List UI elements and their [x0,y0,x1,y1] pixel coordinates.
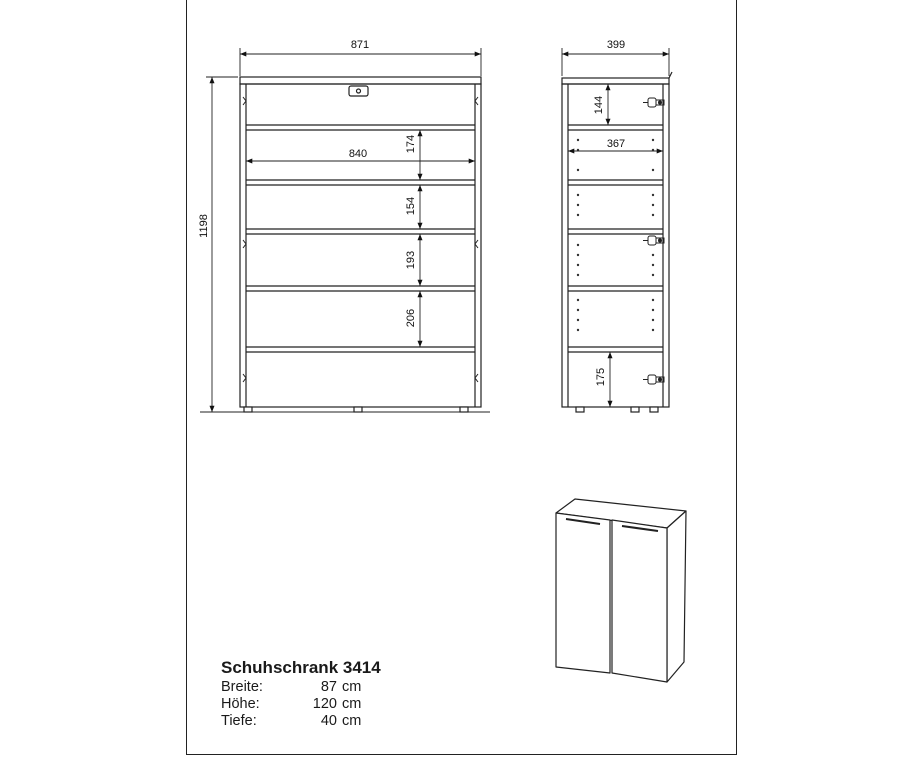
compartment-label-4: 206 [405,308,417,328]
front-dimensions [200,48,490,412]
front-hinge-marks [243,97,478,382]
compartment-label-1: 174 [405,134,417,154]
compartment-label-2: 154 [405,196,417,216]
product-info [221,657,481,730]
front-body-outline [240,84,481,407]
front-view [240,77,481,412]
spec-row-height [221,696,481,713]
spec-row-width [221,679,481,696]
cabinet-left-door [556,513,610,673]
spec-unit: cm [342,679,362,695]
spec-unit: cm [342,713,362,729]
hinge-bottom-distance-label: 175 [595,367,607,387]
spec-label: Tiefe: [221,713,257,729]
spec-unit: cm [342,696,362,712]
lock-plate [349,86,368,96]
spec-value: 40 [320,713,337,729]
side-shelves [568,125,663,352]
side-inner-depth-label: 367 [606,138,626,150]
perspective-view [556,499,686,682]
cabinet-side-face [667,511,686,682]
product-title: Schuhschrank 3414 [221,658,381,677]
side-feet [576,407,658,412]
spec-row-depth [221,713,481,730]
cabinet-right-door [612,520,667,682]
spec-value: 87 [320,679,337,695]
shelf-pin-holes [577,139,654,331]
compartment-label-3: 193 [405,250,417,270]
side-dimension-labels [593,39,625,386]
spec-label: Breite: [221,679,263,695]
side-dimensions [562,48,669,407]
hinge-top-distance-label: 144 [593,95,605,115]
front-inner-width-label: 840 [348,148,368,160]
front-height-label: 1198 [198,214,210,238]
side-view [562,72,672,412]
front-feet [244,407,468,412]
front-top-plate [240,77,481,84]
side-depth-label: 399 [606,39,626,51]
side-top-plate [562,78,669,84]
spec-label: Höhe: [221,696,260,712]
front-width-label: 871 [350,39,370,51]
spec-value: 120 [312,696,337,712]
